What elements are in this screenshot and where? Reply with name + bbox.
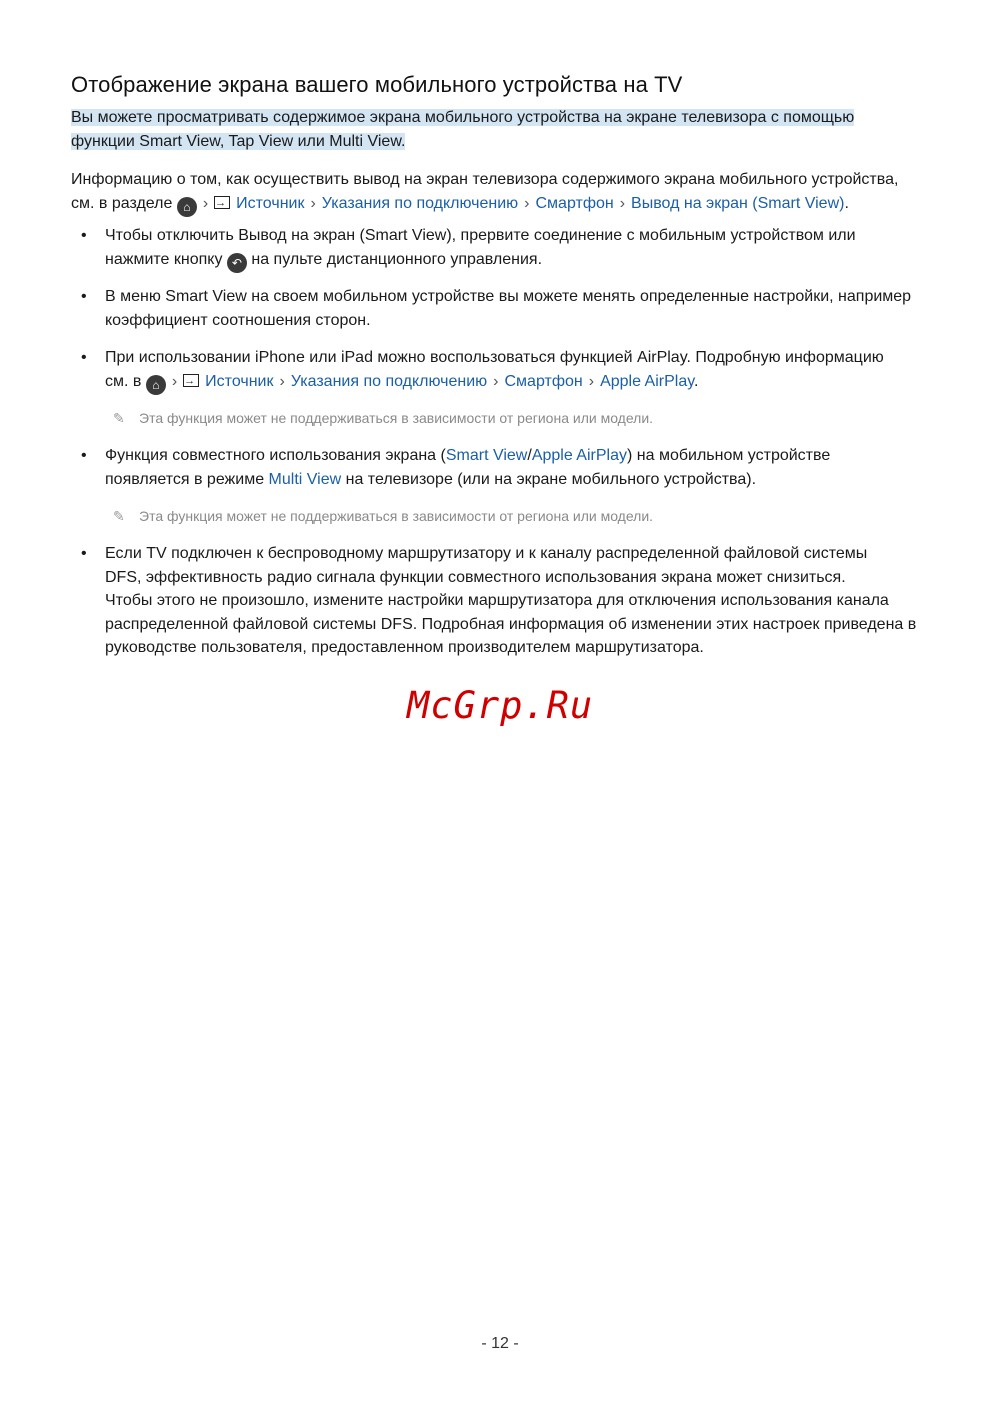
bullet-icon: • xyxy=(81,545,87,562)
watermark: McGrp.Ru xyxy=(407,684,594,727)
bullet-icon: • xyxy=(81,288,87,305)
intro-line-2: функции Smart View, Tap View или Multi View. xyxy=(71,132,406,150)
info-paragraph xyxy=(71,168,931,217)
list-item xyxy=(81,285,935,332)
bullet-3-line-1: При использовании iPhone или iPad можно воспользоваться функцией AirPlay. Подробную информацию xyxy=(105,349,884,366)
bullet-4-text-3: появляется в режиме xyxy=(105,470,265,488)
chevron-right-icon: › xyxy=(524,194,530,212)
note xyxy=(113,408,654,428)
bullet-4-text-2: ) на мобильном устройстве xyxy=(626,447,831,464)
path-link-source[interactable]: Источник xyxy=(205,372,274,390)
pencil-icon: ✎ xyxy=(113,508,125,524)
bullet-5-line-5: руководстве пользователя, предоставленном производителем маршрутизатора. xyxy=(105,639,704,656)
list-item xyxy=(81,542,935,660)
intro-paragraph xyxy=(71,106,931,153)
bullet-5-line-2: DFS, эффективность радио сигнала функции совместного использования экрана может снизиться. xyxy=(105,568,846,586)
note xyxy=(113,506,654,526)
list-item xyxy=(81,346,935,395)
bullet-4-text-1: Функция совместного использования экрана ( xyxy=(105,447,446,464)
path-link-connection-guide[interactable]: Указания по подключению xyxy=(321,194,519,212)
bullet-3-end: . xyxy=(694,372,699,390)
bullet-5-line-4: распределенной файловой системы DFS. Подробная информация об изменении этих настроек приведена в xyxy=(105,615,917,633)
list-item xyxy=(81,224,935,273)
note-2-text: Эта функция может не поддерживаться в зависимости от региона или модели. xyxy=(139,508,654,524)
chevron-right-icon: › xyxy=(279,372,285,390)
path-link-smart-view[interactable]: Вывод на экран (Smart View) xyxy=(631,194,845,212)
page-number: - 12 - xyxy=(481,1335,519,1352)
bullet-icon: • xyxy=(81,349,87,366)
info-text-1: Информацию о том, как осуществить вывод на экран телевизора содержимого экрана мобильного устройства, xyxy=(71,171,899,188)
info-end: . xyxy=(844,194,849,212)
back-icon: ↶ xyxy=(227,253,247,273)
bullet-5-line-3: Чтобы этого не произошло, измените настройки маршрутизатора для отключения использования канала xyxy=(105,592,889,609)
path-link-apple-airplay[interactable]: Apple AirPlay xyxy=(600,372,695,390)
chevron-right-icon: › xyxy=(202,194,209,212)
intro-line-1: Вы можете просматривать содержимое экрана мобильного устройства на экране телевизора с помощью xyxy=(71,109,855,126)
list-item xyxy=(81,444,935,491)
bullet-4-text-4: на телевизоре (или на экране мобильного устройства). xyxy=(345,470,757,488)
chevron-right-icon: › xyxy=(171,372,178,390)
path-link-source[interactable]: Источник xyxy=(236,194,305,212)
bullet-1-line-1: Чтобы отключить Вывод на экран (Smart View), прервите соединение с мобильным устройством или xyxy=(105,227,856,244)
bullet-5-line-1: Если TV подключен к беспроводному маршрутизатору и к каналу распределенной файловой системы xyxy=(105,545,868,562)
bullet-1-line-2b: на пульте дистанционного управления. xyxy=(251,250,543,268)
link-multi-view[interactable]: Multi View xyxy=(268,470,342,488)
home-icon: ⌂ xyxy=(177,197,197,217)
note-1-text: Эта функция может не поддерживаться в зависимости от региона или модели. xyxy=(139,410,654,426)
bullet-3-line-2a: см. в xyxy=(105,372,142,390)
page-title: Отображение экрана вашего мобильного устройства на TV xyxy=(71,72,683,97)
source-icon xyxy=(183,374,199,387)
path-link-smartphone[interactable]: Смартфон xyxy=(535,194,614,212)
bullet-2-line-2: коэффициент соотношения сторон. xyxy=(105,311,371,329)
source-icon xyxy=(214,196,230,209)
path-link-smartphone[interactable]: Смартфон xyxy=(504,372,583,390)
path-link-connection-guide[interactable]: Указания по подключению xyxy=(290,372,488,390)
bullet-icon: • xyxy=(81,227,87,244)
link-apple-airplay[interactable]: Apple AirPlay xyxy=(531,447,627,464)
chevron-right-icon: › xyxy=(310,194,316,212)
link-smart-view[interactable]: Smart View xyxy=(445,447,528,464)
chevron-right-icon: › xyxy=(493,372,499,390)
chevron-right-icon: › xyxy=(619,194,626,212)
bullet-2-line-1: В меню Smart View на своем мобильном устройстве вы можете менять определенные настройки, например xyxy=(105,288,912,305)
bullet-4-slash: / xyxy=(527,447,532,464)
chevron-right-icon: › xyxy=(588,372,595,390)
bullet-icon: • xyxy=(81,447,87,464)
pencil-icon: ✎ xyxy=(113,410,125,426)
home-icon: ⌂ xyxy=(146,375,166,395)
bullet-1-line-2a: нажмите кнопку xyxy=(105,250,223,268)
info-text-2: см. в разделе xyxy=(71,194,173,212)
